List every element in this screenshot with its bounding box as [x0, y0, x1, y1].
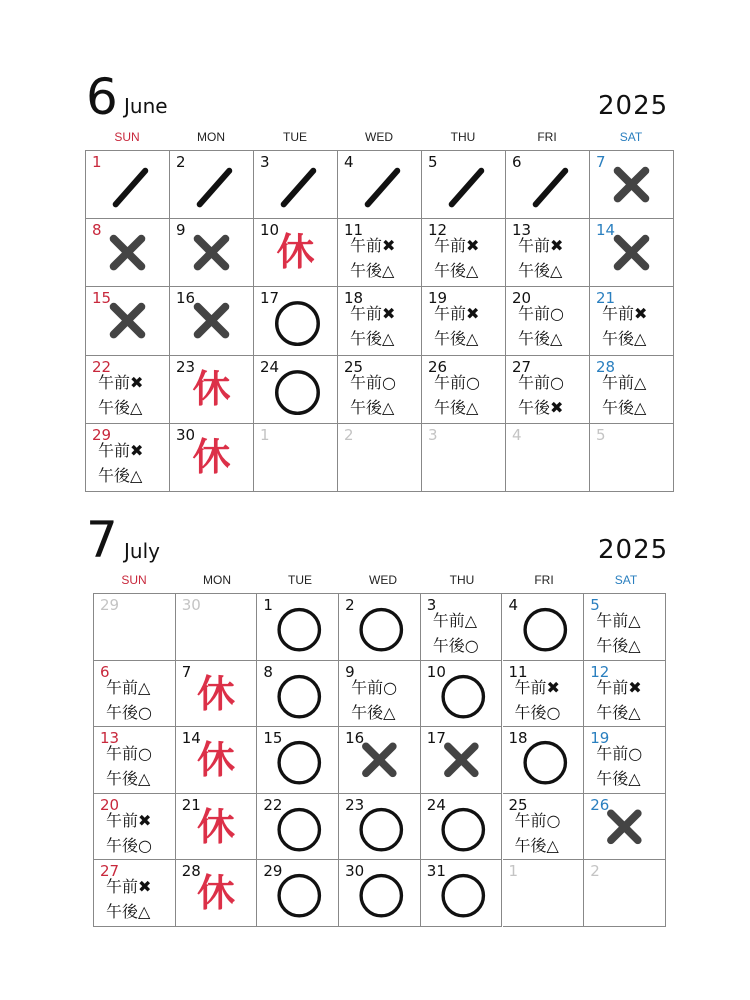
- day-cell: [506, 424, 590, 492]
- day-number: 11: [344, 221, 364, 240]
- day-cell: [421, 661, 503, 728]
- day-cell: [422, 424, 506, 492]
- afternoon-status: 午後△: [98, 397, 143, 417]
- morning-status: 午前✖: [596, 677, 642, 697]
- day-cell: [170, 424, 254, 492]
- afternoon-status: 午後△: [434, 329, 479, 349]
- day-cell: [339, 794, 421, 861]
- day-number: 8: [263, 662, 273, 681]
- day-number: 16: [345, 729, 365, 748]
- day-cell: [94, 661, 176, 728]
- weekday-mon: MON: [197, 130, 225, 144]
- day-number: 18: [508, 729, 528, 748]
- morning-status: 午前○: [514, 810, 561, 830]
- day-cell: [86, 219, 170, 287]
- day-cell: [503, 727, 585, 794]
- day-number: 17: [426, 729, 446, 748]
- day-cell: [338, 151, 422, 219]
- day-number: 26: [590, 795, 610, 814]
- day-cell: [339, 860, 421, 927]
- weekday-thu: THU: [449, 573, 475, 587]
- day-number: 20: [512, 289, 532, 308]
- day-number: 13: [512, 221, 532, 240]
- afternoon-status: 午後△: [351, 702, 396, 722]
- weekday-sun: SUN: [121, 573, 147, 587]
- day-cell: [254, 424, 338, 492]
- day-cell: [257, 727, 339, 794]
- day-cell: [254, 151, 338, 219]
- morning-status: 午前✖: [602, 304, 648, 324]
- day-number: 3: [428, 425, 438, 444]
- day-cell: [422, 151, 506, 219]
- calendar-grid-june: [85, 150, 674, 492]
- weekday-mon: MON: [203, 573, 231, 587]
- afternoon-status: 午後○: [514, 702, 561, 722]
- day-number: 5: [596, 425, 606, 444]
- day-number: 6: [100, 662, 110, 681]
- day-cell: [170, 219, 254, 287]
- day-cell: [94, 794, 176, 861]
- month-year: 2025: [598, 91, 669, 121]
- day-cell: [506, 287, 590, 355]
- morning-status: 午前○: [596, 744, 643, 764]
- day-cell: [503, 594, 585, 661]
- day-cell: [254, 356, 338, 424]
- day-number: 28: [596, 357, 616, 376]
- day-number: 21: [181, 795, 201, 814]
- afternoon-status: 午後△: [518, 261, 563, 281]
- morning-status: 午前△: [596, 611, 641, 630]
- day-number: 25: [344, 357, 364, 376]
- afternoon-status: 午後△: [596, 769, 641, 789]
- day-cell: [590, 287, 674, 355]
- day-cell: [86, 356, 170, 424]
- day-number: 9: [176, 221, 186, 240]
- day-number: 14: [596, 221, 616, 240]
- day-cell: [94, 860, 176, 927]
- afternoon-status: 午後△: [602, 329, 647, 349]
- day-cell: [338, 424, 422, 492]
- day-cell: [257, 594, 339, 661]
- weekday-sat: SAT: [614, 573, 638, 587]
- morning-status: 午前✖: [514, 677, 560, 697]
- day-cell: [86, 151, 170, 219]
- weekday-thu: THU: [450, 130, 476, 144]
- afternoon-status: 午後△: [514, 835, 559, 855]
- day-cell: [94, 594, 176, 661]
- calendar-grid-july: [93, 593, 666, 927]
- day-number: 2: [590, 862, 600, 881]
- day-cell: [503, 860, 585, 927]
- morning-status: 午前○: [106, 744, 152, 764]
- afternoon-status: 午後○: [432, 636, 479, 655]
- day-number: 1: [263, 596, 273, 614]
- day-cell: [339, 727, 421, 794]
- morning-status: 午前○: [351, 677, 398, 697]
- weekday-fri: FRI: [534, 573, 554, 587]
- weekday-fri: FRI: [537, 130, 557, 144]
- day-number: 24: [426, 795, 446, 814]
- afternoon-status: 午後△: [602, 397, 647, 417]
- day-number: 30: [176, 425, 196, 444]
- day-cell: [584, 661, 666, 728]
- day-number: 29: [263, 862, 283, 881]
- day-cell: [86, 287, 170, 355]
- morning-status: 午前✖: [518, 236, 564, 256]
- day-number: 5: [428, 153, 438, 171]
- day-number: 26: [428, 357, 448, 376]
- day-cell: [339, 594, 421, 661]
- month-number: 6: [86, 68, 118, 126]
- day-number: 2: [345, 596, 355, 614]
- day-cell: [584, 794, 666, 861]
- day-number: 27: [512, 357, 532, 376]
- weekday-sun: SUN: [114, 130, 140, 144]
- day-number: 4: [508, 596, 519, 614]
- day-cell: [584, 860, 666, 927]
- closed-day-label: 休: [197, 870, 236, 916]
- day-cell: [590, 151, 674, 219]
- day-number: 29: [100, 596, 120, 614]
- morning-status: 午前✖: [98, 372, 144, 392]
- day-cell: [590, 424, 674, 492]
- day-number: 6: [512, 153, 522, 171]
- day-cell: [506, 219, 590, 287]
- day-cell: [176, 661, 258, 728]
- day-cell: [254, 219, 338, 287]
- day-number: 12: [428, 221, 448, 240]
- day-number: 29: [92, 425, 112, 444]
- weekday-sat: SAT: [619, 130, 643, 144]
- closed-day-label: 休: [276, 229, 315, 275]
- day-cell: [338, 356, 422, 424]
- day-number: 21: [596, 289, 616, 308]
- morning-status: 午前○: [518, 372, 564, 392]
- day-number: 7: [596, 153, 606, 171]
- afternoon-status: 午後○: [106, 702, 152, 722]
- closed-day-label: 休: [192, 365, 231, 411]
- day-cell: [421, 594, 503, 661]
- afternoon-status: 午後△: [434, 261, 479, 281]
- day-cell: [339, 661, 421, 728]
- day-number: 23: [345, 795, 365, 814]
- day-number: 3: [426, 596, 437, 614]
- day-number: 23: [176, 357, 196, 376]
- afternoon-status: 午後△: [518, 329, 563, 349]
- day-number: 10: [260, 221, 280, 240]
- day-cell: [176, 727, 258, 794]
- day-number: 28: [181, 862, 201, 881]
- closed-day-label: 休: [192, 433, 231, 479]
- afternoon-status: 午後△: [596, 702, 641, 722]
- day-cell: [506, 356, 590, 424]
- afternoon-status: 午後△: [98, 465, 143, 485]
- day-cell: [422, 287, 506, 355]
- day-cell: [254, 287, 338, 355]
- day-number: 15: [92, 289, 112, 308]
- day-number: 24: [260, 357, 280, 376]
- day-number: 18: [344, 289, 364, 308]
- month-number: 7: [86, 511, 118, 569]
- afternoon-status: 午後△: [350, 329, 395, 349]
- afternoon-status: 午後○: [106, 835, 152, 855]
- morning-status: 午前✖: [98, 440, 144, 460]
- morning-status: 午前✖: [106, 877, 152, 897]
- day-cell: [584, 727, 666, 794]
- morning-status: 午前△: [106, 677, 151, 697]
- day-number: 30: [181, 596, 201, 614]
- day-number: 19: [428, 289, 448, 308]
- day-cell: [338, 287, 422, 355]
- day-cell: [257, 794, 339, 861]
- day-number: 4: [512, 425, 522, 444]
- day-number: 25: [508, 795, 528, 814]
- afternoon-status: 午後△: [596, 636, 641, 655]
- day-number: 2: [344, 425, 354, 444]
- day-cell: [584, 594, 666, 661]
- day-number: 27: [100, 862, 120, 881]
- day-cell: [338, 219, 422, 287]
- day-number: 1: [508, 862, 519, 881]
- day-cell: [422, 356, 506, 424]
- day-number: 11: [508, 662, 528, 681]
- day-number: 31: [426, 862, 446, 881]
- day-cell: [421, 860, 503, 927]
- weekday-wed: WED: [369, 573, 397, 587]
- morning-status: 午前○: [350, 372, 396, 392]
- day-number: 5: [590, 596, 600, 614]
- month-name: June: [124, 94, 168, 118]
- day-cell: [170, 287, 254, 355]
- morning-status: 午前✖: [106, 810, 152, 830]
- day-number: 17: [260, 289, 280, 308]
- morning-status: 午前△: [432, 611, 478, 630]
- day-cell: [506, 151, 590, 219]
- day-number: 14: [181, 729, 201, 748]
- morning-status: 午前○: [518, 304, 564, 324]
- afternoon-status: 午後△: [106, 769, 151, 789]
- closed-day-label: 休: [197, 737, 236, 783]
- day-number: 3: [260, 153, 270, 171]
- day-cell: [257, 661, 339, 728]
- morning-status: 午前✖: [434, 236, 480, 256]
- day-cell: [170, 356, 254, 424]
- day-number: 4: [344, 153, 354, 171]
- afternoon-status: 午後✖: [518, 397, 564, 417]
- weekday-tue: TUE: [283, 130, 307, 144]
- morning-status: 午前✖: [350, 304, 396, 324]
- day-number: 13: [100, 729, 120, 748]
- day-number: 30: [345, 862, 365, 881]
- afternoon-status: 午後△: [106, 902, 151, 922]
- day-cell: [590, 356, 674, 424]
- day-cell: [86, 424, 170, 492]
- day-cell: [503, 661, 585, 728]
- day-cell: [257, 860, 339, 927]
- day-number: 22: [92, 357, 112, 376]
- day-number: 19: [590, 729, 610, 748]
- day-cell: [176, 860, 258, 927]
- day-number: 20: [100, 795, 120, 814]
- day-number: 9: [345, 662, 355, 681]
- closed-day-label: 休: [197, 670, 236, 716]
- weekday-wed: WED: [365, 130, 393, 144]
- day-cell: [170, 151, 254, 219]
- afternoon-status: 午後△: [434, 397, 479, 417]
- morning-status: 午前✖: [434, 304, 480, 324]
- day-number: 2: [176, 153, 186, 171]
- afternoon-status: 午後△: [350, 261, 395, 281]
- day-number: 15: [263, 729, 283, 748]
- afternoon-status: 午後△: [350, 397, 395, 417]
- day-cell: [421, 794, 503, 861]
- morning-status: 午前✖: [350, 236, 396, 256]
- day-cell: [176, 794, 258, 861]
- day-number: 1: [92, 153, 102, 171]
- day-number: 8: [92, 221, 102, 240]
- day-number: 1: [260, 425, 270, 444]
- day-cell: [176, 594, 258, 661]
- morning-status: 午前○: [434, 372, 480, 392]
- day-cell: [422, 219, 506, 287]
- day-number: 12: [590, 662, 610, 681]
- day-number: 22: [263, 795, 283, 814]
- day-cell: [590, 219, 674, 287]
- closed-day-label: 休: [197, 803, 236, 849]
- day-cell: [94, 727, 176, 794]
- month-year: 2025: [598, 535, 669, 565]
- day-number: 10: [426, 662, 446, 681]
- day-cell: [421, 727, 503, 794]
- day-cell: [503, 794, 585, 861]
- month-name: July: [124, 539, 160, 563]
- weekday-tue: TUE: [288, 573, 312, 587]
- day-number: 7: [181, 662, 192, 681]
- day-number: 16: [176, 289, 196, 308]
- morning-status: 午前△: [602, 372, 647, 392]
